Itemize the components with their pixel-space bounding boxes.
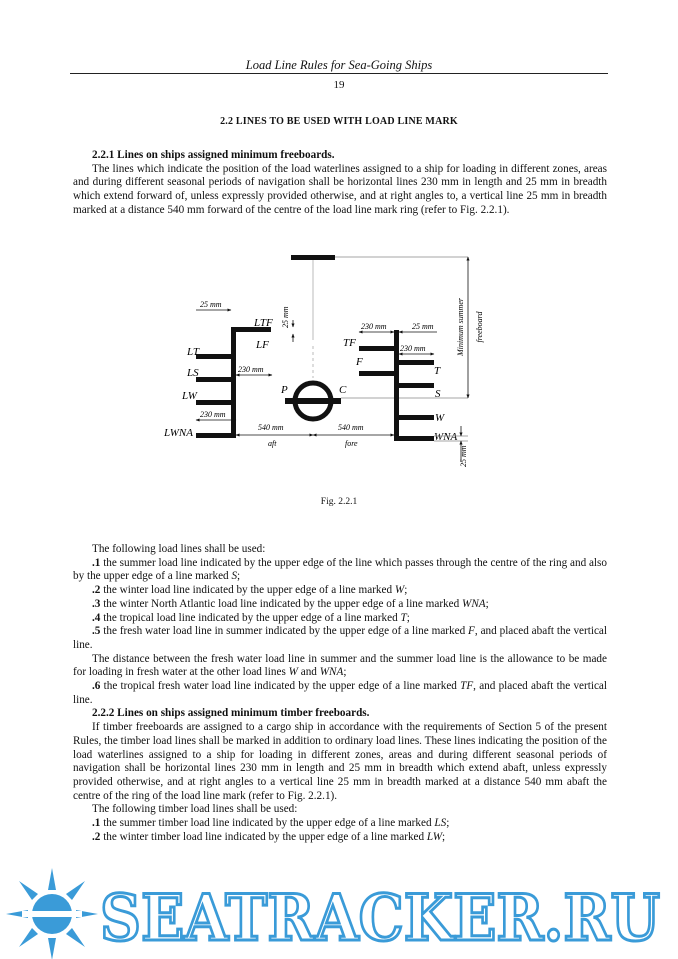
watermark-text: SEATRACKER.RU (100, 881, 660, 956)
label-s: S (435, 388, 441, 400)
timber-vertical-line (231, 327, 236, 438)
ring-horizontal-line (285, 398, 341, 404)
list-item: .2 the winter load line indicated by the upper edge of a line marked W; (92, 584, 408, 597)
load-lines-list (73, 543, 607, 844)
label-ltf: LTF (254, 317, 273, 329)
dim-25-left-label: 25 mm (200, 300, 222, 309)
lt-line (196, 354, 236, 359)
dim-25-bottom-label: 25 mm (459, 445, 468, 467)
list-item: .2 the winter timber load line indicated by the upper edge of a line marked LW; (92, 830, 446, 843)
ls-line (196, 377, 236, 382)
label-lf: LF (256, 339, 269, 351)
min-summer-label-1: Minimum summer (456, 298, 465, 356)
section-title: 2.2 LINES TO BE USED WITH LOAD LINE MARK (220, 116, 458, 127)
running-header: Load Line Rules for Sea-Going Ships (245, 58, 433, 72)
label-f: F (356, 356, 363, 368)
paragraph: The lines which indicate the position of the load waterlines assigned to a ship for loading in different zones, areas and during different seasonal periods of navigation shall be horizontal lines 230 mm in length and 25 mm in breadth which extend forward of, unless expressly provided otherwise, and at right angles to, a vertical line 25 mm in breadth marked at a distance 540 mm forward of the centre of the load line mark ring (refer to Fig. 2.2.1). (73, 162, 607, 216)
dim-230-f-label: 230 mm (400, 344, 426, 353)
section-heading-2-2-1: 2.2.1 Lines on ships assigned minimum freeboards. (92, 149, 335, 161)
label-ls: LS (187, 367, 199, 379)
list-item: .3 the winter North Atlantic load line indicated by the upper edge of a line marked WNA; (92, 597, 489, 610)
section-2-2-1 (73, 149, 607, 218)
dim-25-tf-label: 25 mm (412, 322, 434, 331)
watermark (0, 864, 678, 959)
label-tf: TF (343, 337, 356, 349)
label-wna: WNA (434, 431, 458, 443)
dim-230-ls-label: 230 mm (238, 365, 264, 374)
header-rule (70, 73, 608, 74)
t-line (394, 360, 434, 365)
sun-logo-icon (6, 868, 98, 959)
timber-list-intro: The following timber load lines shall be used: (92, 803, 298, 816)
figure-caption: Fig. 2.2.1 (320, 497, 358, 507)
label-lt: LT (187, 346, 200, 358)
deck-line (291, 255, 335, 260)
f-line (359, 371, 399, 376)
list-item: .4 the tropical load line indicated by the upper edge of a line marked T; (92, 611, 410, 624)
label-w: W (435, 412, 445, 424)
page-number: 19 (333, 79, 345, 91)
load-line-mark-diagram (150, 250, 510, 470)
list-item: .1 the summer timber load line indicated by the upper edge of a line marked LS; (92, 817, 450, 830)
label-p: P (281, 384, 288, 396)
w-line (394, 415, 434, 420)
list-item: .1 the summer load line indicated by the upper edge of the line which passes through the centre of the ring and also by the upper edge of a line marked S; (73, 556, 607, 583)
list-intro: The following load lines shall be used: (92, 543, 266, 555)
label-c: C (339, 384, 347, 396)
min-summer-label-2: freeboard (475, 311, 484, 343)
label-lwna: LWNA (164, 427, 193, 439)
dim-230-lwna-label: 230 mm (200, 410, 226, 419)
dim-230-tf-label: 230 mm (361, 322, 387, 331)
tf-line (359, 346, 399, 351)
list-item: .5 the fresh water load line in summer indicated by the upper edge of a line marked F, and placed abaft the vertical line. (73, 625, 607, 651)
section-heading-2-2-2: 2.2.2 Lines on ships assigned minimum timber freeboards. (92, 707, 370, 720)
allowance-paragraph: The distance between the fresh water load line in summer and the summer load line is the allowance to be made for loading in fresh water at the other load lines W and WNA; (73, 652, 607, 679)
lw-line (196, 400, 236, 405)
paragraph: If timber freeboards are assigned to a cargo ship in accordance with the requirements of Section 5 of the present Rules, the timber load lines shall be marked in addition to ordinary load lines. These lines indicating the position of the load waterlines assigned to a ship for loading in different zones, areas and during different seasonal periods of navigation shall be horizontal lines 230 mm in length and 25 mm in breadth which extend abaft, unless expressly provided otherwise, and at right angles to a vertical line 25 mm in breadth marked at a distance 540 mm abaft the centre of the ring of the load line mark (refer to Fig. 2.2.1). (73, 721, 607, 802)
label-t: T (434, 365, 441, 377)
fore-label: fore (345, 439, 358, 448)
label-lw: LW (182, 390, 197, 402)
dim-540-fore-label: 540 mm (338, 423, 364, 432)
dim-540-aft-label: 540 mm (258, 423, 284, 432)
aft-label: aft (268, 439, 277, 448)
wna-line (394, 436, 434, 441)
lwna-line (196, 433, 236, 438)
list-item: .6 the tropical fresh water load line indicated by the upper edge of a line marked TF, and placed abaft the vertical line. (73, 680, 607, 706)
dim-25-vert-label: 25 mm (281, 306, 290, 328)
s-line (394, 383, 434, 388)
